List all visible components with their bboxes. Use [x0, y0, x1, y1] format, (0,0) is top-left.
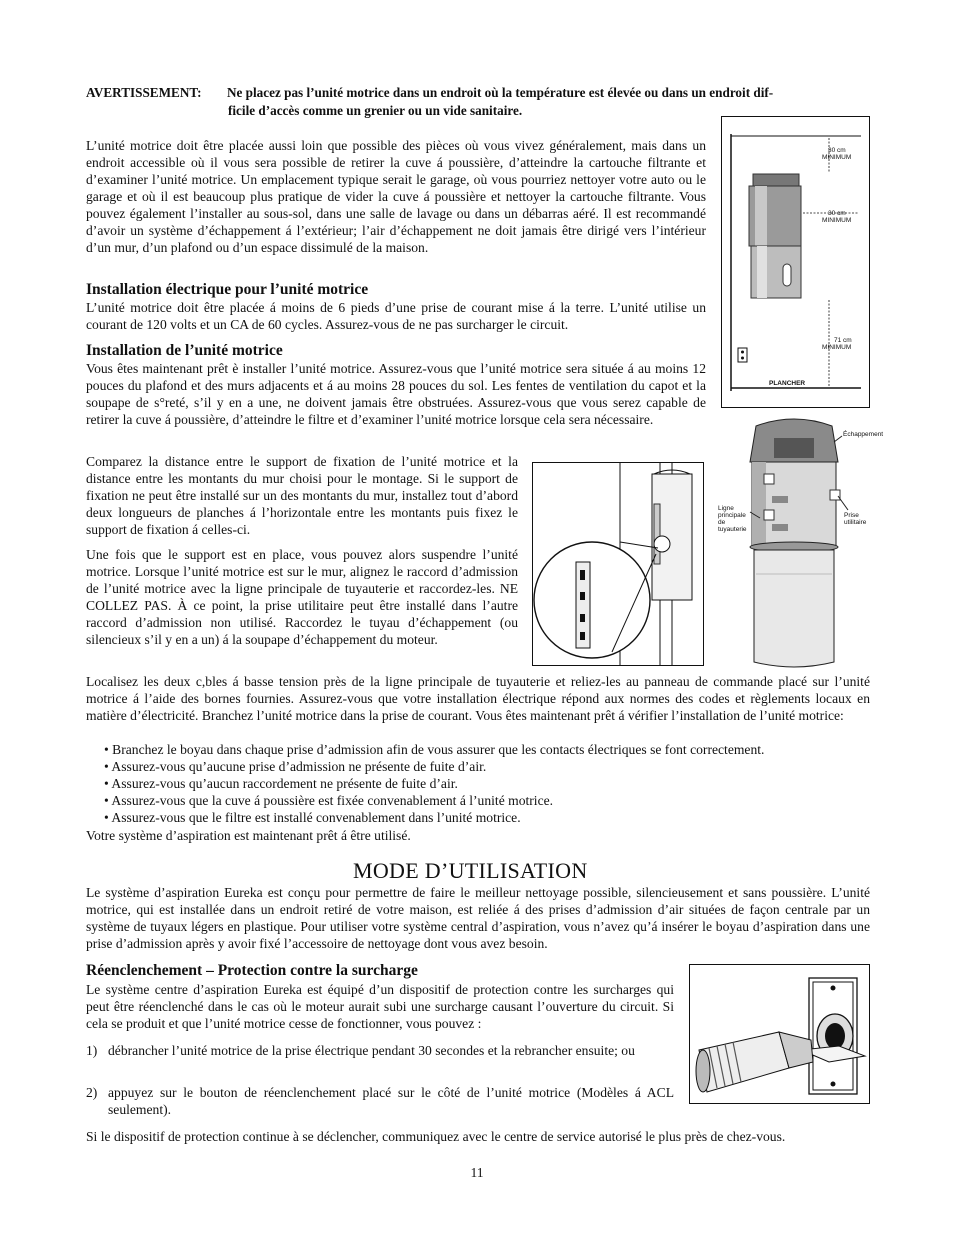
main-line-label-4: tuyauterie	[718, 526, 747, 533]
wall-mount-illustration	[532, 462, 704, 666]
clearance-top-label-2: MINIMUM	[822, 154, 852, 161]
install-paragraph-3: Une fois que le support est en place, vous pouvez alors suspendre l’unité motrice. Lorsque l’unité motrice est sur le mur, alignez le raccord d’admission de l’unité motrice avec la ligne principale de tuyauterie et raccordez-les. NE COLLEZ PAS. À ce point, la prise utilitaire peut être installé dans l’autre raccord d’admission non utilisé. Raccordez le tuyau d’échappement (ou silencieux s’il y en a un) á la soupape d’échappement du moteur.	[86, 547, 518, 647]
electrical-paragraph: L’unité motrice doit être placée á moins de 6 pieds d’une prise de courant mise á la terre. L’unité utilise un courant de 120 volts et un CA de 60 cycles. Assurez-vous de ne pas surcharger le circuit.	[86, 300, 706, 332]
step-number: 2)	[86, 1085, 98, 1100]
list-item: • Assurez-vous qu’aucun raccordement ne présente de fuite d’air.	[100, 775, 870, 792]
mode-heading: MODE D’UTILISATION	[353, 858, 588, 883]
clearance-top-label: 30 cm	[828, 147, 846, 154]
install-paragraph-2: Comparez la distance entre le support de fixation de l’unité motrice et la distance entre les montants du mur choisi pour le montage. Si le support de fixation ne peut être installé sur un des montants du mur, installez tout d’abord deux longueurs de planches á l’horizontale entre les montants puis fixez le support de fixation á celles-ci.	[86, 454, 518, 537]
install-closing: Votre système d’aspiration est maintenant prêt á être utilisé.	[86, 828, 411, 843]
intro-paragraph: L’unité motrice doit être placée aussi loin que possible des pièces où vous vivez généralement, mais dans un endroit accessible où il vous sera possible de retirer la cuve á poussière, d’atteindre la cartouche filtrante et d’examiner l’unité motrice. Un emplacement typique serait le garage, où vous pourriez nettoyer votre auto ou le garage et où il est beaucoup plus pratique de vider la cuve á poussière et nettoyer la cartouche filtrante. Vous pouvez également l’installer au sous-sol, dans une salle de lavage ou dans un débarras aéré. Il est recommandé d’avoir un système d’échappement á l’extérieur; l’air d’échappement ne doit jamais être dirigé vers l’intérieur d’un mur, d’un plafond ou d’un espace dissimulé de la maison.	[86, 138, 706, 255]
clearance-diagram	[721, 116, 870, 408]
mode-paragraph: Le système d’aspiration Eureka est conçu pour permettre de faire le meilleur nettoyage possible, silencieusement et sans poussière. L’unité motrice, qui est installée dans un endroit retiré de votre maison, est reliée á des prises d’admission d’air situées de façon centrale par un système de tuyaux légers en plastique. Pour utiliser votre système central d’aspiration, vous n’avez qu’á insérer le boyau d’aspiration dans une prise d’admission après y avoir fixé l’accessoire de nettoyage dont vous avez besoin.	[86, 885, 870, 951]
step-number: 1)	[86, 1043, 98, 1058]
list-item: • Assurez-vous que le filtre est installé convenablement dans l’unité motrice.	[100, 809, 870, 826]
clearance-side-label-2: MINIMUM	[822, 217, 852, 224]
warning-line-1: Ne placez pas l’unité motrice dans un endroit où la température est élevée ou dans un endroit dif-	[227, 85, 774, 100]
inlet-hose-illustration	[689, 964, 870, 1104]
list-item: • Branchez le boyau dans chaque prise d’admission afin de vous assurer que les contacts électriques se font correctement.	[100, 741, 870, 758]
main-line-label-1: Ligne	[718, 505, 734, 512]
clearance-bottom-label: 71 cm	[834, 337, 852, 344]
heading-electrical: Installation électrique pour l’unité motrice	[86, 281, 369, 298]
list-item: • Assurez-vous que la cuve á poussière est fixée convenablement á l’unité motrice.	[100, 792, 870, 809]
main-line-label-2: principale	[718, 512, 746, 519]
heading-reset: Réenclenchement – Protection contre la surcharge	[86, 962, 418, 979]
reset-paragraph: Le système centre d’aspiration Eureka est équipé d’un dispositif de protection contre les surcharges qui peut être réenclenché dans le cas où le moteur aurait subi une surcharge causant l’ouverture du circuit. Si cela se produit et que l’unité motrice cesse de fonctionner, vous pouvez :	[86, 982, 674, 1031]
step-text: débrancher l’unité motrice de la prise électrique pendant 30 secondes et la rebrancher ensuite; ou	[108, 1043, 635, 1058]
clearance-bottom-label-2: MINIMUM	[822, 344, 852, 351]
list-item: • Assurez-vous qu’aucune prise d’admission ne présente de fuite d’air.	[100, 758, 870, 775]
check-list	[100, 741, 870, 826]
reset-closing: Si le dispositif de protection continue à se déclencher, communiquez avec le centre de service autorisé le plus près de chez-vous.	[86, 1129, 786, 1144]
install-paragraph-4: Localisez les deux c,bles á basse tension près de la ligne principale de tuyauterie et reliez-les au panneau de commande placé sur l’unité motrice á l’aide des bornes fournies. Assurez-vous que votre installation électrique répond aux normes des codes et règlements locaux en matière d’électricité. Branchez l’unité motrice dans la prise de courant. Vous êtes maintenant prêt á vérifier l’installation de l’unité motrice:	[86, 674, 870, 723]
page-number: 11	[470, 1165, 484, 1180]
main-line-label-3: de	[718, 519, 726, 526]
exhaust-label: Échappement	[843, 431, 884, 438]
install-paragraph-1: Vous êtes maintenant prêt è installer l’unité motrice. Assurez-vous que l’unité motrice sera située á au moins 12 pouces du plafond et des murs adjacents et á au moins 28 pouces du sol. Les fentes de ventilation du capot et la soupape de s°reté, s’il y en a une, ne doivent jamais être obstruées. Assurez-vous que vous serez capable de retirer la cuve á poussière, d’atteindre le filtre et d’examiner l’unité motrice lorsque cela sera nécessaire.	[86, 361, 706, 427]
clearance-side-label: 30 cm	[828, 210, 846, 217]
utility-label-2: utilitaire	[844, 519, 867, 526]
floor-label: PLANCHER	[769, 380, 806, 387]
warning-line-2: ficile d’accès comme un grenier ou un vide sanitaire.	[228, 102, 523, 118]
warning-label: AVERTISSEMENT:	[86, 85, 202, 100]
heading-install: Installation de l’unité motrice	[86, 342, 283, 359]
utility-label-1: Prise	[844, 512, 859, 519]
power-unit-illustration	[714, 414, 884, 672]
step-text: appuyez sur le bouton de réenclenchement placé sur le côté de l’unité motrice (Modèles á ACL seulement).	[108, 1085, 674, 1117]
